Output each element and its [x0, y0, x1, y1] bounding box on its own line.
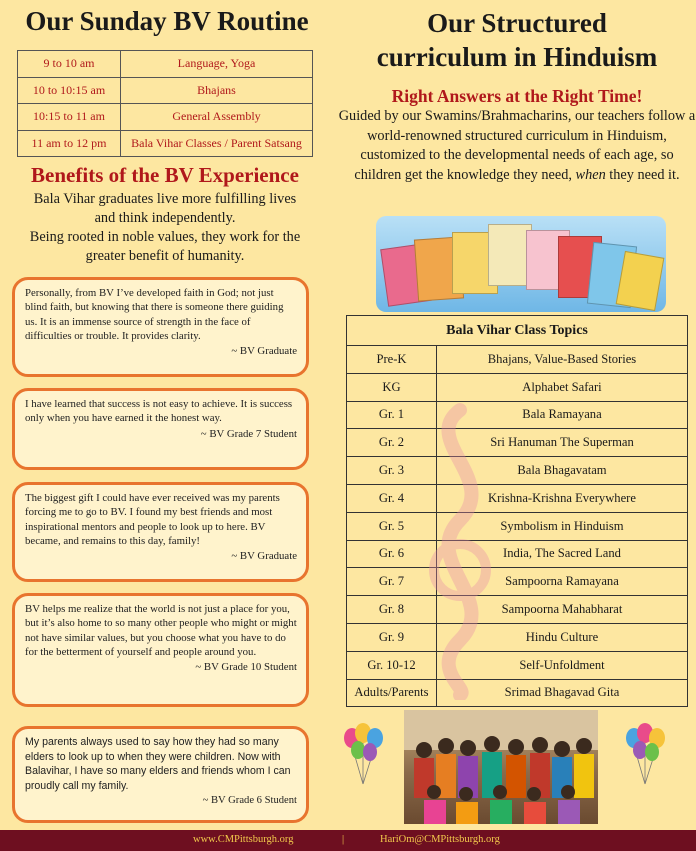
- routine-activity: General Assembly: [121, 104, 313, 131]
- topic-name: Srimad Bhagavad Gita: [437, 679, 688, 707]
- table-row: [347, 373, 688, 401]
- quote-box: [12, 593, 309, 707]
- table-row: [347, 596, 688, 624]
- topic-name: Krishna-Krishna Everywhere: [437, 484, 688, 512]
- benefits-title: Benefits of the BV Experience: [31, 163, 299, 187]
- topic-name: India, The Sacred Land: [437, 540, 688, 568]
- footer-website-link[interactable]: www.CMPittsburgh.org: [193, 834, 294, 845]
- topic-grade: Gr. 5: [347, 512, 437, 540]
- topic-name: Alphabet Safari: [437, 373, 688, 401]
- routine-activity: Bhajans: [121, 77, 313, 104]
- topic-grade: Gr. 6: [347, 540, 437, 568]
- topic-grade: Gr. 3: [347, 457, 437, 485]
- topic-name: Hindu Culture: [437, 623, 688, 651]
- topic-grade: Adults/Parents: [347, 679, 437, 707]
- benefits-line: Being rooted in noble values, they work for the: [29, 229, 301, 245]
- quote-text: BV helps me realize that the world is not just a place for you, but it’s also home to so many other people who might or might not have similar values, but you choose what you have to do for the betterment of yourself and people around you.: [25, 603, 297, 658]
- quote-text: I have learned that success is not easy to achieve. It is success only when you have earned it the honest way.: [25, 398, 293, 425]
- quote-box: [12, 277, 309, 377]
- topic-grade: KG: [347, 373, 437, 401]
- topic-grade: Gr. 4: [347, 484, 437, 512]
- book-cover: [616, 251, 665, 311]
- benefits-line: and think independently.: [94, 210, 236, 226]
- table-row: [347, 484, 688, 512]
- quote-author: ~ BV Grade 6 Student: [202, 795, 297, 806]
- curriculum-text-before: Guided by our Swamins/Brahmacharins, our teachers follow a world-renowned structured curriculum in Hinduism, customized to the developmental needs of each age, so children get the knowledge they need,: [338, 108, 696, 183]
- footer: [0, 830, 696, 851]
- routine-time: 9 to 10 am: [18, 51, 121, 78]
- table-row: [347, 429, 688, 457]
- quote-box: [12, 726, 309, 823]
- quote-author: ~ BV Grade 10 Student: [195, 661, 297, 674]
- topic-name: Sampoorna Mahabharat: [437, 596, 688, 624]
- quote-text: My parents always used to say how they had so many elders to look up to when they were children. Now with Balavihar, I have so many elders and friends whom I can proudly call my family.: [25, 736, 291, 792]
- routine-title: Our Sunday BV Routine: [25, 6, 309, 36]
- table-row: [347, 512, 688, 540]
- table-header-row: [347, 316, 688, 346]
- quote-author: ~ BV Graduate: [231, 345, 297, 358]
- table-row: [18, 104, 313, 131]
- quote-author: ~ BV Graduate: [231, 550, 297, 563]
- topic-name: Bala Bhagavatam: [437, 457, 688, 485]
- topic-grade: Pre-K: [347, 346, 437, 374]
- curriculum-text-after: they need it.: [605, 166, 680, 183]
- table-row: [18, 77, 313, 104]
- table-row: [347, 346, 688, 374]
- topic-name: Symbolism in Hinduism: [437, 512, 688, 540]
- topic-grade: Gr. 10-12: [347, 651, 437, 679]
- curriculum-text-emphasis: when: [575, 166, 606, 183]
- curriculum-title-line: Our Structured: [427, 8, 607, 38]
- topics-table: [346, 315, 688, 707]
- quote-text: The biggest gift I could have ever received was my parents forcing me to go to BV. I found my best friends and most inspirational mentors and people to look up to here. BV became, and remains to this day, family!: [25, 492, 280, 547]
- benefits-text: [6, 190, 324, 266]
- topic-name: Self-Unfoldment: [437, 651, 688, 679]
- books-image: [376, 216, 666, 312]
- topic-name: Sampoorna Ramayana: [437, 568, 688, 596]
- table-row: [347, 651, 688, 679]
- quote-box: [12, 388, 309, 470]
- topic-grade: Gr. 8: [347, 596, 437, 624]
- curriculum-title-line: curriculum in Hinduism: [376, 42, 658, 72]
- topic-name: Sri Hanuman The Superman: [437, 429, 688, 457]
- table-row: [347, 401, 688, 429]
- benefits-line: Bala Vihar graduates live more fulfilling lives: [33, 191, 297, 207]
- routine-activity: Language, Yoga: [121, 51, 313, 78]
- footer-email-link[interactable]: HariOm@CMPittsburgh.org: [380, 834, 500, 845]
- table-row: [18, 51, 313, 78]
- benefits-line: greater benefit of humanity.: [85, 248, 245, 264]
- quote-author: ~ BV Grade 7 Student: [200, 427, 297, 440]
- curriculum-title: [338, 6, 696, 74]
- table-row: [18, 130, 313, 157]
- routine-time: 11 am to 12 pm: [18, 130, 121, 157]
- routine-activity: Bala Vihar Classes / Parent Satsang: [121, 130, 313, 157]
- table-row: [347, 623, 688, 651]
- table-row: [347, 568, 688, 596]
- balloons-icon: [620, 722, 670, 786]
- table-row: [347, 679, 688, 707]
- topic-name: Bala Ramayana: [437, 401, 688, 429]
- curriculum-description: [338, 107, 696, 185]
- group-photo: [404, 710, 598, 824]
- topic-grade: Gr. 2: [347, 429, 437, 457]
- curriculum-subtitle: Right Answers at the Right Time!: [391, 86, 643, 106]
- table-row: [347, 457, 688, 485]
- routine-time: 10:15 to 11 am: [18, 104, 121, 131]
- routine-table: [17, 50, 313, 157]
- topic-grade: Gr. 1: [347, 401, 437, 429]
- routine-time: 10 to 10:15 am: [18, 77, 121, 104]
- table-row: [347, 540, 688, 568]
- quote-text: Personally, from BV I’ve developed faith in God; not just blind faith, but knowing that there is someone there guiding us. It is an immense source of strength in the face of difficulties or trouble. It provides clarity.: [25, 287, 284, 342]
- topic-name: Bhajans, Value-Based Stories: [437, 346, 688, 374]
- topic-grade: Gr. 9: [347, 623, 437, 651]
- quote-box: [12, 482, 309, 582]
- group-photo-illustration: [404, 710, 598, 824]
- topic-grade: Gr. 7: [347, 568, 437, 596]
- footer-separator: |: [342, 834, 345, 845]
- topics-header: Bala Vihar Class Topics: [347, 316, 688, 346]
- balloons-icon: [338, 722, 388, 786]
